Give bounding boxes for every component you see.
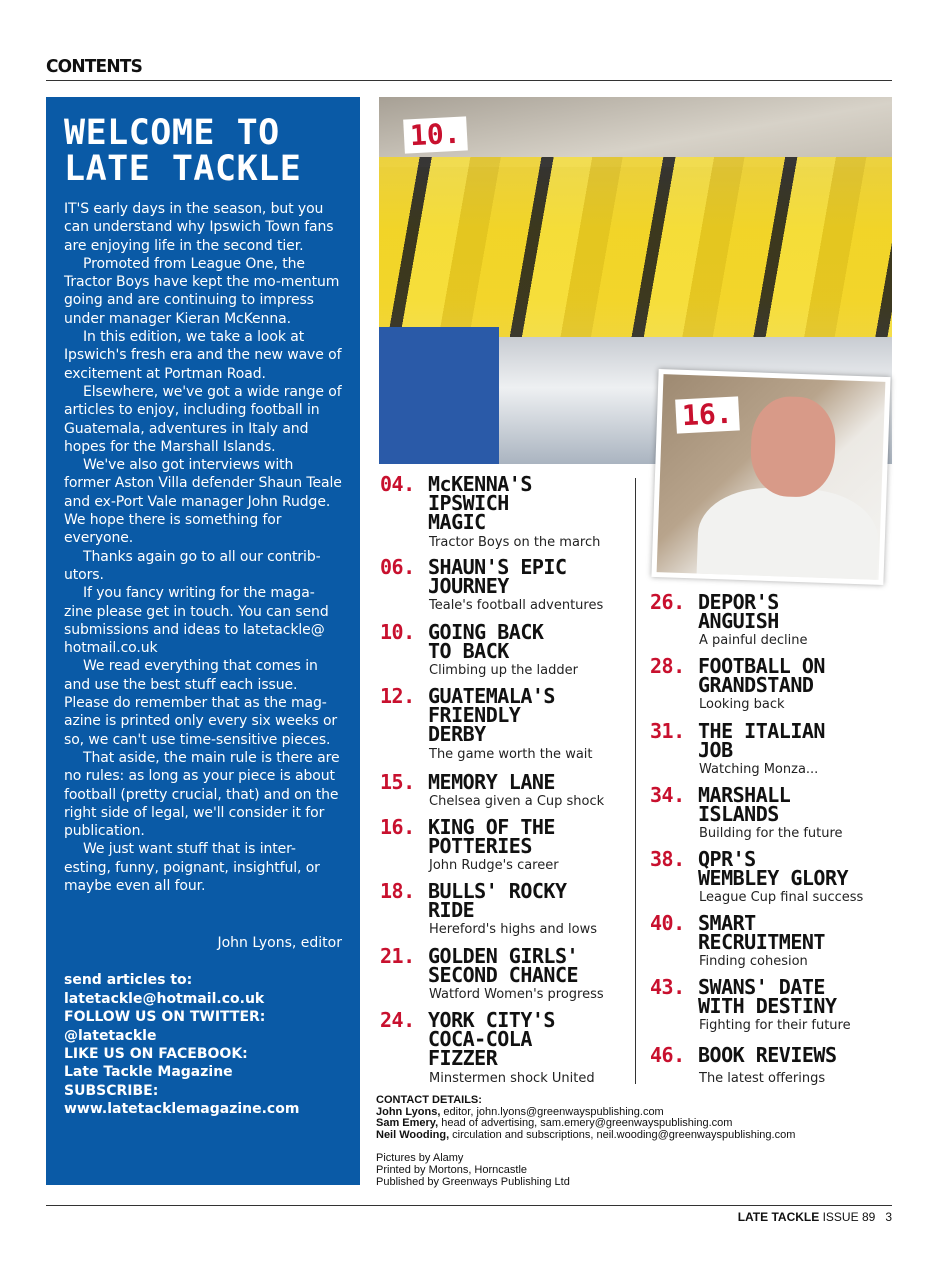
contact-block <box>64 971 342 1118</box>
toc-subtitle: League Cup final success <box>699 890 864 905</box>
toc-title-line: JOB <box>698 738 733 762</box>
toc-subtitle: Fighting for their future <box>699 1018 851 1033</box>
toc-subtitle: John Rudge's career <box>429 858 559 873</box>
toc-page-number: 38. <box>650 847 685 871</box>
toc-title <box>698 654 825 697</box>
welcome-paragraph: We read everything that comes in and use the best stuff each issue. Please do remember that as the mag-azine is printed only every six weeks or so, we can't use time-sensitive pieces. <box>64 658 338 748</box>
toc-page-number: 10. <box>380 620 415 644</box>
toc-title-line: McKENNA'S <box>428 472 532 496</box>
toc-title-line: GOING BACK <box>428 620 544 644</box>
credit-line: Pictures by Alamy <box>376 1152 464 1165</box>
hero-page-tag: 10. <box>403 116 467 153</box>
toc-title <box>428 944 579 987</box>
toc-title-line: SHAUN'S EPIC <box>428 555 567 579</box>
toc-title <box>698 975 837 1018</box>
toc-title <box>698 719 825 762</box>
editor-signoff: John Lyons, editor <box>217 935 342 952</box>
toc-page-number: 04. <box>380 472 415 496</box>
toc-title-line: SMART <box>698 911 756 935</box>
welcome-panel <box>46 97 360 1185</box>
toc-subtitle: Teale's football adventures <box>429 598 604 613</box>
toc-subtitle: Watching Monza... <box>699 762 819 777</box>
welcome-paragraph: Promoted from League One, the Tractor Boys have kept the mo-mentum going and are continuing to impress under manager Kieran McKenna. <box>64 255 340 327</box>
toc-title-line: GUATEMALA'S <box>428 684 555 708</box>
toc-title <box>428 555 567 598</box>
toc-title-line: ISLANDS <box>698 802 779 826</box>
welcome-title <box>64 115 342 187</box>
toc-title-line: WEMBLEY GLORY <box>698 866 849 890</box>
toc-title-line: YORK CITY'S <box>428 1008 555 1032</box>
toc-title-line: MEMORY LANE <box>428 770 555 794</box>
inset-page-tag: 16. <box>675 396 739 433</box>
hero-flag <box>379 327 499 464</box>
toc-title-line: COCA-COLA <box>428 1027 532 1051</box>
toc-subtitle: Hereford's highs and lows <box>429 922 598 937</box>
toc-title-line: JOURNEY <box>428 574 509 598</box>
staff-line: John Lyons, editor, john.lyons@greenwayspublishing.com <box>376 1105 664 1118</box>
welcome-body <box>64 200 342 895</box>
twitter-handle-link[interactable]: @latetackle <box>64 1027 157 1044</box>
welcome-paragraph: In this edition, we take a look at Ipswich's fresh era and the new wave of excitement at Portman Road. <box>64 329 342 382</box>
toc-title <box>428 684 555 746</box>
toc-title-line: MARSHALL <box>698 783 791 807</box>
toc-title <box>428 815 555 858</box>
contact-line: send articles to: <box>64 972 193 989</box>
toc-title-line: DEPOR'S <box>698 590 779 614</box>
toc-title <box>428 620 544 663</box>
toc-subtitle: Building for the future <box>699 826 843 841</box>
toc-title-line: GRANDSTAND <box>698 673 814 697</box>
welcome-title-line2: LATE TACKLE <box>64 149 302 189</box>
toc-title-line: DERBY <box>428 722 486 746</box>
toc-title-line: GOLDEN GIRLS' <box>428 944 579 968</box>
credit-line: Printed by Mortons, Horncastle <box>376 1163 528 1176</box>
toc-title <box>428 879 567 922</box>
toc-title-line: SECOND CHANCE <box>428 963 579 987</box>
staff-line: Sam Emery, head of advertising, sam.emery@greenwayspublishing.com <box>376 1117 733 1130</box>
contact-line: LIKE US ON FACEBOOK: <box>64 1045 248 1062</box>
welcome-paragraph: Thanks again go to all our contrib-utors. <box>64 548 321 583</box>
toc-subtitle: Chelsea given a Cup shock <box>429 794 605 809</box>
toc-title <box>428 770 555 794</box>
toc-subtitle: Watford Women's progress <box>429 987 604 1002</box>
toc-title-line: ANGUISH <box>698 609 779 633</box>
toc-page-number: 06. <box>380 555 415 579</box>
toc-title-line: THE ITALIAN <box>698 719 825 743</box>
toc-title-line: FRIENDLY <box>428 703 521 727</box>
toc-title-line: POTTERIES <box>428 834 532 858</box>
toc-title-line: IPSWICH <box>428 491 509 515</box>
toc-page-number: 26. <box>650 590 685 614</box>
toc-subtitle: Looking back <box>699 697 785 712</box>
welcome-paragraph: If you fancy writing for the maga-zine please get in touch. You can send submissions and ideas to latetackle@ hotmail.co.uk <box>64 585 329 657</box>
inset-shirt <box>695 486 879 580</box>
credit-line: Published by Greenways Publishing Ltd <box>376 1175 570 1188</box>
footer-magazine: LATE TACKLE <box>737 1210 820 1224</box>
contact-details-heading: CONTACT DETAILS: <box>376 1094 482 1106</box>
toc-title <box>698 911 825 954</box>
toc-page-number: 16. <box>380 815 415 839</box>
toc-subtitle: Minstermen shock United <box>429 1071 595 1086</box>
toc-subtitle: The game worth the wait <box>429 747 593 762</box>
toc-title <box>698 1043 837 1067</box>
toc-page-number: 21. <box>380 944 415 968</box>
page-footer <box>738 1210 892 1224</box>
footer-page-number: 3 <box>885 1210 892 1224</box>
toc-page-number: 24. <box>380 1008 415 1032</box>
toc-page-number: 43. <box>650 975 685 999</box>
welcome-title-line1: WELCOME TO <box>64 113 280 153</box>
toc-title-line: FIZZER <box>428 1046 498 1070</box>
toc-title-line: TO BACK <box>428 639 509 663</box>
toc-title-line: FOOTBALL ON <box>698 654 825 678</box>
toc-title <box>428 1008 555 1070</box>
top-rule <box>46 80 892 81</box>
toc-title-line: SWANS' DATE <box>698 975 825 999</box>
toc-title-line: WITH DESTINY <box>698 994 837 1018</box>
toc-subtitle: Climbing up the ladder <box>429 663 578 678</box>
toc-subtitle: A painful decline <box>699 633 808 648</box>
welcome-paragraph: We just want stuff that is inter-esting, funny, poignant, insightful, or maybe even all four. <box>64 841 320 894</box>
toc-subtitle: Tractor Boys on the march <box>429 535 601 550</box>
toc-page-number: 34. <box>650 783 685 807</box>
welcome-paragraph: IT'S early days in the season, but you can understand why Ipswich Town fans are enjoying life in the second tier. <box>64 201 334 254</box>
toc-page-number: 15. <box>380 770 415 794</box>
toc-page-number: 28. <box>650 654 685 678</box>
toc-title-line: QPR'S <box>698 847 756 871</box>
facebook-page-link[interactable]: Late Tackle Magazine <box>64 1064 233 1081</box>
website-link[interactable]: www.latetacklemagazine.com <box>64 1101 300 1118</box>
footer-issue: ISSUE 89 <box>822 1210 876 1224</box>
staff-line: Neil Wooding, circulation and subscriptions, neil.wooding@greenwayspublishing.com <box>376 1128 796 1141</box>
contact-line: SUBSCRIBE: <box>64 1082 159 1099</box>
section-label: CONTENTS <box>46 56 143 78</box>
toc-page-number: 31. <box>650 719 685 743</box>
welcome-paragraph: That aside, the main rule is there are no rules: as long as your piece is about football (pretty crucial, that) and on the right side of legal, we'll consider it for publication. <box>64 749 340 840</box>
toc-title <box>698 847 849 890</box>
bottom-rule <box>46 1205 892 1206</box>
contact-line: FOLLOW US ON TWITTER: <box>64 1009 266 1026</box>
toc-title-line: BULLS' ROCKY <box>428 879 567 903</box>
column-divider <box>635 478 636 1084</box>
inset-face <box>749 395 836 498</box>
toc-page-number: 18. <box>380 879 415 903</box>
toc-title <box>698 590 779 633</box>
welcome-paragraph: We've also got interviews with former Aston Villa defender Shaun Teale and ex-Port Vale manager John Rudge. We hope there is something for everyone. <box>64 457 342 547</box>
toc-page-number: 46. <box>650 1043 685 1067</box>
toc-title-line: BOOK REVIEWS <box>698 1043 837 1067</box>
contact-details <box>376 1095 795 1188</box>
toc-title <box>428 472 532 534</box>
toc-subtitle: Finding cohesion <box>699 954 808 969</box>
toc-title-line: KING OF THE <box>428 815 555 839</box>
toc-page-number: 40. <box>650 911 685 935</box>
toc-page-number: 12. <box>380 684 415 708</box>
toc-title-line: RIDE <box>428 898 475 922</box>
welcome-paragraph: Elsewhere, we've got a wide range of articles to enjoy, including football in Guatemala, adventures in Italy and hopes for the Marshall Islands. <box>64 383 342 455</box>
toc-title <box>698 783 791 826</box>
toc-subtitle: The latest offerings <box>699 1071 826 1086</box>
toc-title-line: RECRUITMENT <box>698 930 825 954</box>
contact-email-link[interactable]: latetackle@hotmail.co.uk <box>64 990 265 1007</box>
toc-title-line: MAGIC <box>428 510 486 534</box>
